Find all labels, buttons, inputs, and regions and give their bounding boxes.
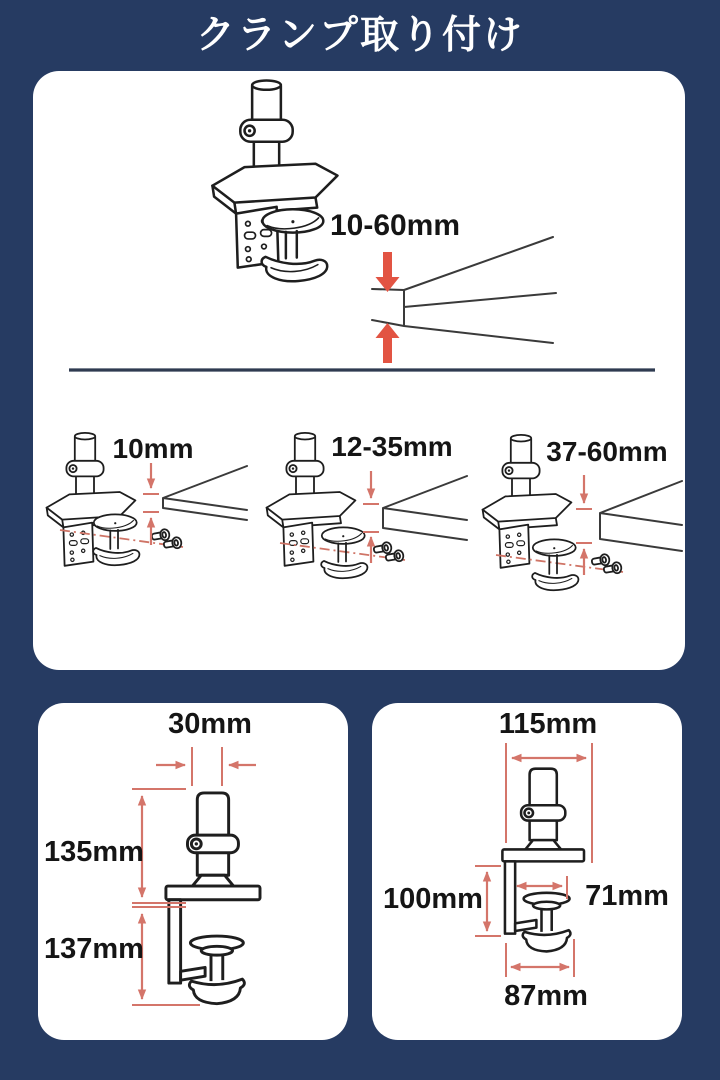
foot-width-label: 87mm (504, 980, 588, 1012)
variant-thickness-label: 10mm (112, 433, 194, 464)
thickness-variant-37-60mm (483, 435, 682, 590)
clamp-range-label: 10-60mm (329, 209, 461, 242)
clamp-side-dimensions-diagram (372, 703, 682, 1040)
pole-diameter-label: 30mm (168, 708, 252, 740)
clamp-body-drawing (212, 80, 337, 267)
arrow-down-icon (376, 252, 400, 292)
clamp-overview-illustration (212, 80, 337, 281)
desk-edge-illustration (600, 481, 682, 551)
arrow-up-icon (376, 323, 400, 363)
screw-icon (591, 554, 610, 568)
variant-thickness-label: 12-35mm (331, 431, 453, 462)
thickness-variant-10mm (47, 433, 247, 566)
pole-diameter-annotation (156, 747, 256, 786)
page-title: クランプ取り付け (195, 14, 524, 57)
screw-icon (151, 529, 170, 543)
clamp-height-label: 137mm (44, 933, 144, 965)
screw-icon (373, 542, 392, 556)
thickness-variant-12-35mm (267, 431, 467, 578)
clamp-arm-drawing (532, 539, 578, 590)
gap-arrows (576, 475, 592, 575)
desk-edge-illustration (383, 476, 467, 540)
top-plate-width-label: 115mm (498, 708, 598, 740)
upper-height-label: 135mm (44, 836, 144, 868)
desk-edge-illustration (163, 466, 247, 520)
clamp-arm-drawing (93, 514, 139, 565)
installation-overview-card (33, 71, 685, 670)
opening-height-label: 100mm (383, 883, 483, 915)
clamp-side-drawing (166, 793, 260, 1004)
desk-edge-illustration (372, 237, 556, 343)
clamp-arm-drawing (321, 527, 367, 578)
clamp-side-drawing (502, 769, 584, 952)
variant-thickness-label: 37-60mm (546, 436, 668, 467)
clamp-installation-diagram (33, 71, 685, 670)
dimension-card-heights (38, 703, 348, 1040)
throat-depth-label: 71mm (585, 880, 669, 912)
dimension-card-widths (372, 703, 682, 1040)
clamp-side-dimensions-diagram (38, 703, 348, 1040)
